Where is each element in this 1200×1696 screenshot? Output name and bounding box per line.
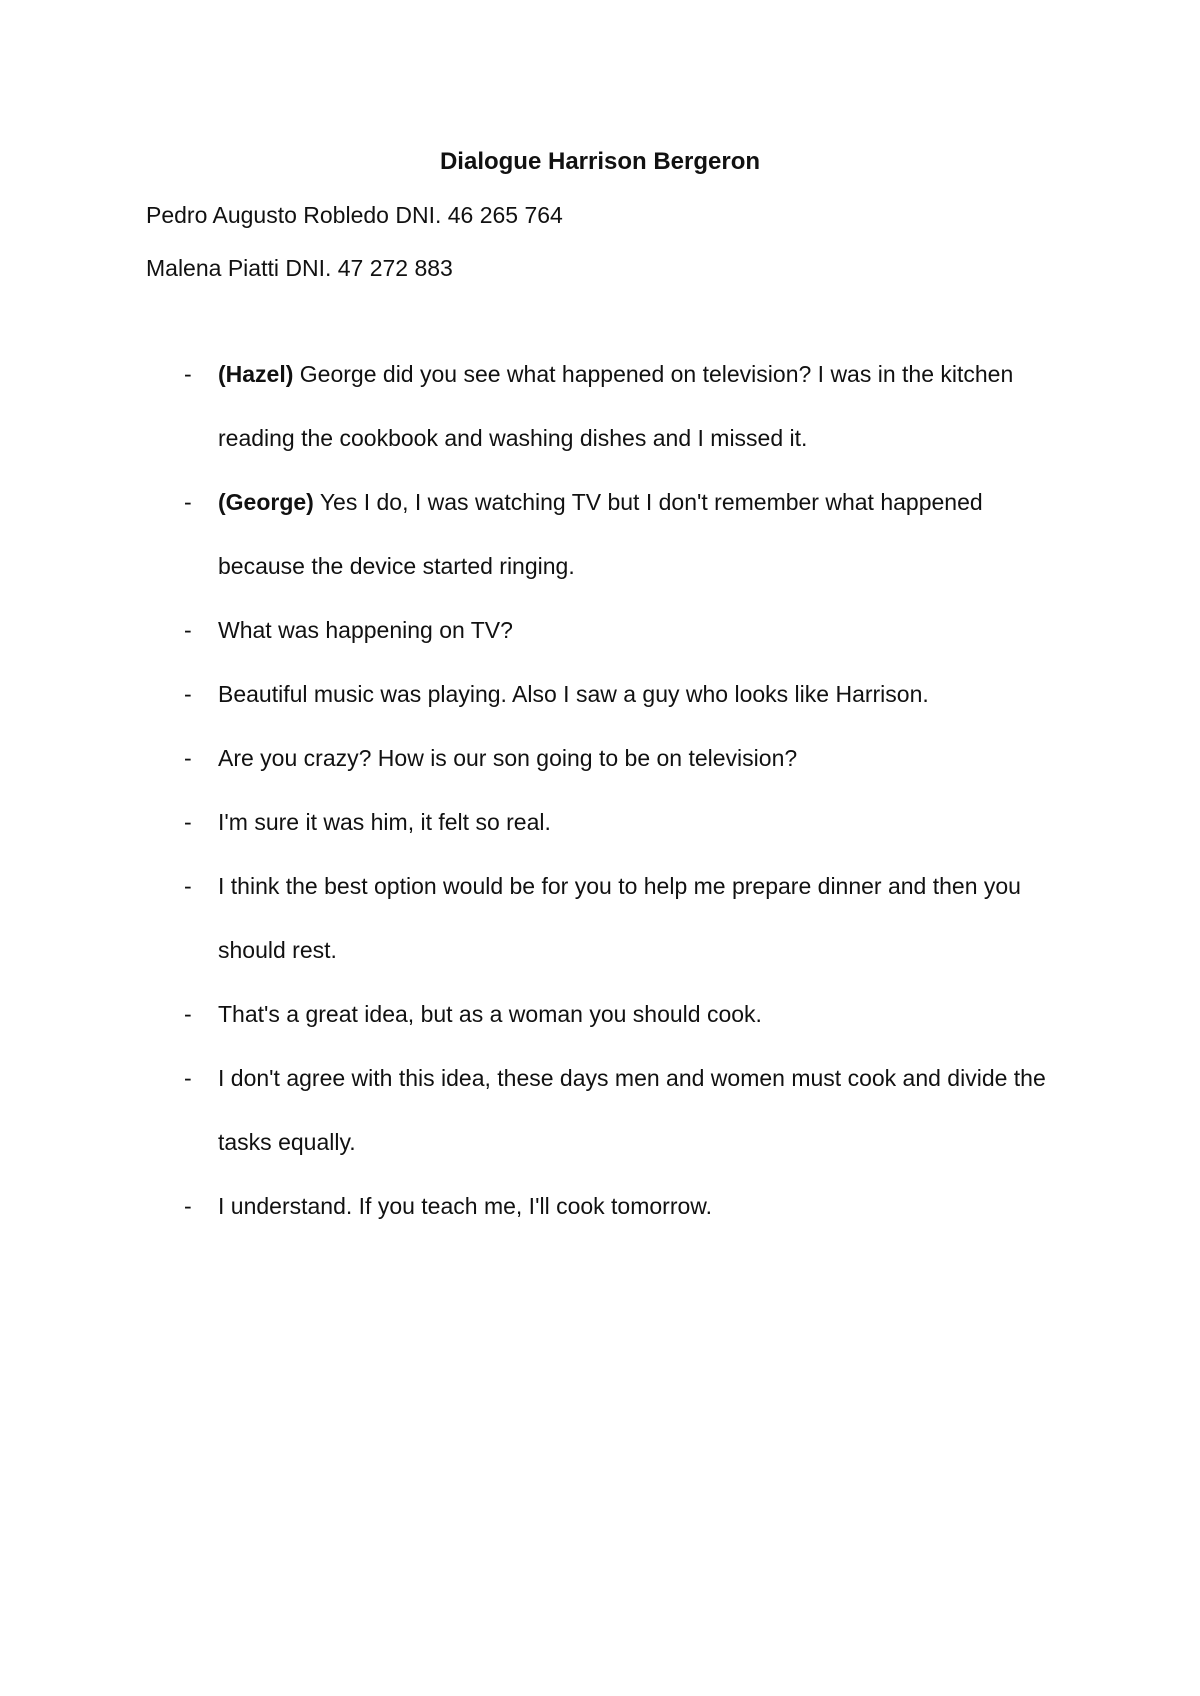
- dialogue-text: [218, 790, 1070, 854]
- dialogue-line: [0, 486, 1200, 614]
- dialogue-content: I don't agree with this idea, these days men and women must cook and divide the tasks equally.: [218, 1065, 1046, 1155]
- bullet-dash: -: [184, 489, 192, 515]
- dialogue-content: Beautiful music was playing. Also I saw a guy who looks like Harrison.: [218, 681, 929, 707]
- bullet-dash: -: [184, 873, 192, 899]
- document-title: Dialogue Harrison Bergeron: [439, 148, 761, 175]
- bullet-dash: -: [184, 1001, 192, 1027]
- dialogue-content: Are you crazy? How is our son going to be on television?: [218, 745, 798, 771]
- bullet-dash: -: [184, 1193, 192, 1219]
- dialogue-content: I'm sure it was him, it felt so real.: [218, 809, 551, 835]
- dialogue-text: [218, 342, 1070, 470]
- dialogue-list: [0, 358, 1200, 1254]
- speaker-label: (George): [218, 489, 314, 515]
- dialogue-line: [0, 870, 1200, 998]
- bullet-dash: -: [184, 809, 192, 835]
- dialogue-text: [218, 470, 1070, 598]
- dialogue-content: George did you see what happened on television? I was in the kitchen reading the cookbook and washing dishes and I missed it.: [218, 361, 1014, 451]
- dialogue-text: [218, 1046, 1070, 1174]
- dialogue-line: [0, 358, 1200, 486]
- dialogue-content: I think the best option would be for you to help me prepare dinner and then you should rest.: [218, 873, 1021, 963]
- dialogue-text: [218, 662, 1070, 726]
- dialogue-content: That's a great idea, but as a woman you should cook.: [218, 1001, 762, 1027]
- bullet-dash: -: [184, 1065, 192, 1091]
- dialogue-text: [218, 854, 1070, 982]
- dialogue-content: What was happening on TV?: [218, 617, 513, 643]
- dialogue-content: Yes I do, I was watching TV but I don't remember what happened because the device started ringing.: [218, 489, 983, 579]
- bullet-dash: -: [184, 681, 192, 707]
- speaker-label: (Hazel): [218, 361, 294, 387]
- bullet-dash: -: [184, 361, 192, 387]
- bullet-dash: -: [184, 745, 192, 771]
- dialogue-text: [218, 598, 1070, 662]
- dialogue-text: [218, 982, 1070, 1046]
- dialogue-content: I understand. If you teach me, I'll cook tomorrow.: [218, 1193, 713, 1219]
- author-line: Pedro Augusto Robledo DNI. 46 265 764: [146, 202, 563, 228]
- dialogue-text: [218, 1174, 1070, 1238]
- dialogue-line: [0, 1062, 1200, 1190]
- dialogue-line: [0, 1190, 1200, 1254]
- dialogue-text: [218, 726, 1070, 790]
- author-line: Malena Piatti DNI. 47 272 883: [146, 255, 453, 281]
- bullet-dash: -: [184, 617, 192, 643]
